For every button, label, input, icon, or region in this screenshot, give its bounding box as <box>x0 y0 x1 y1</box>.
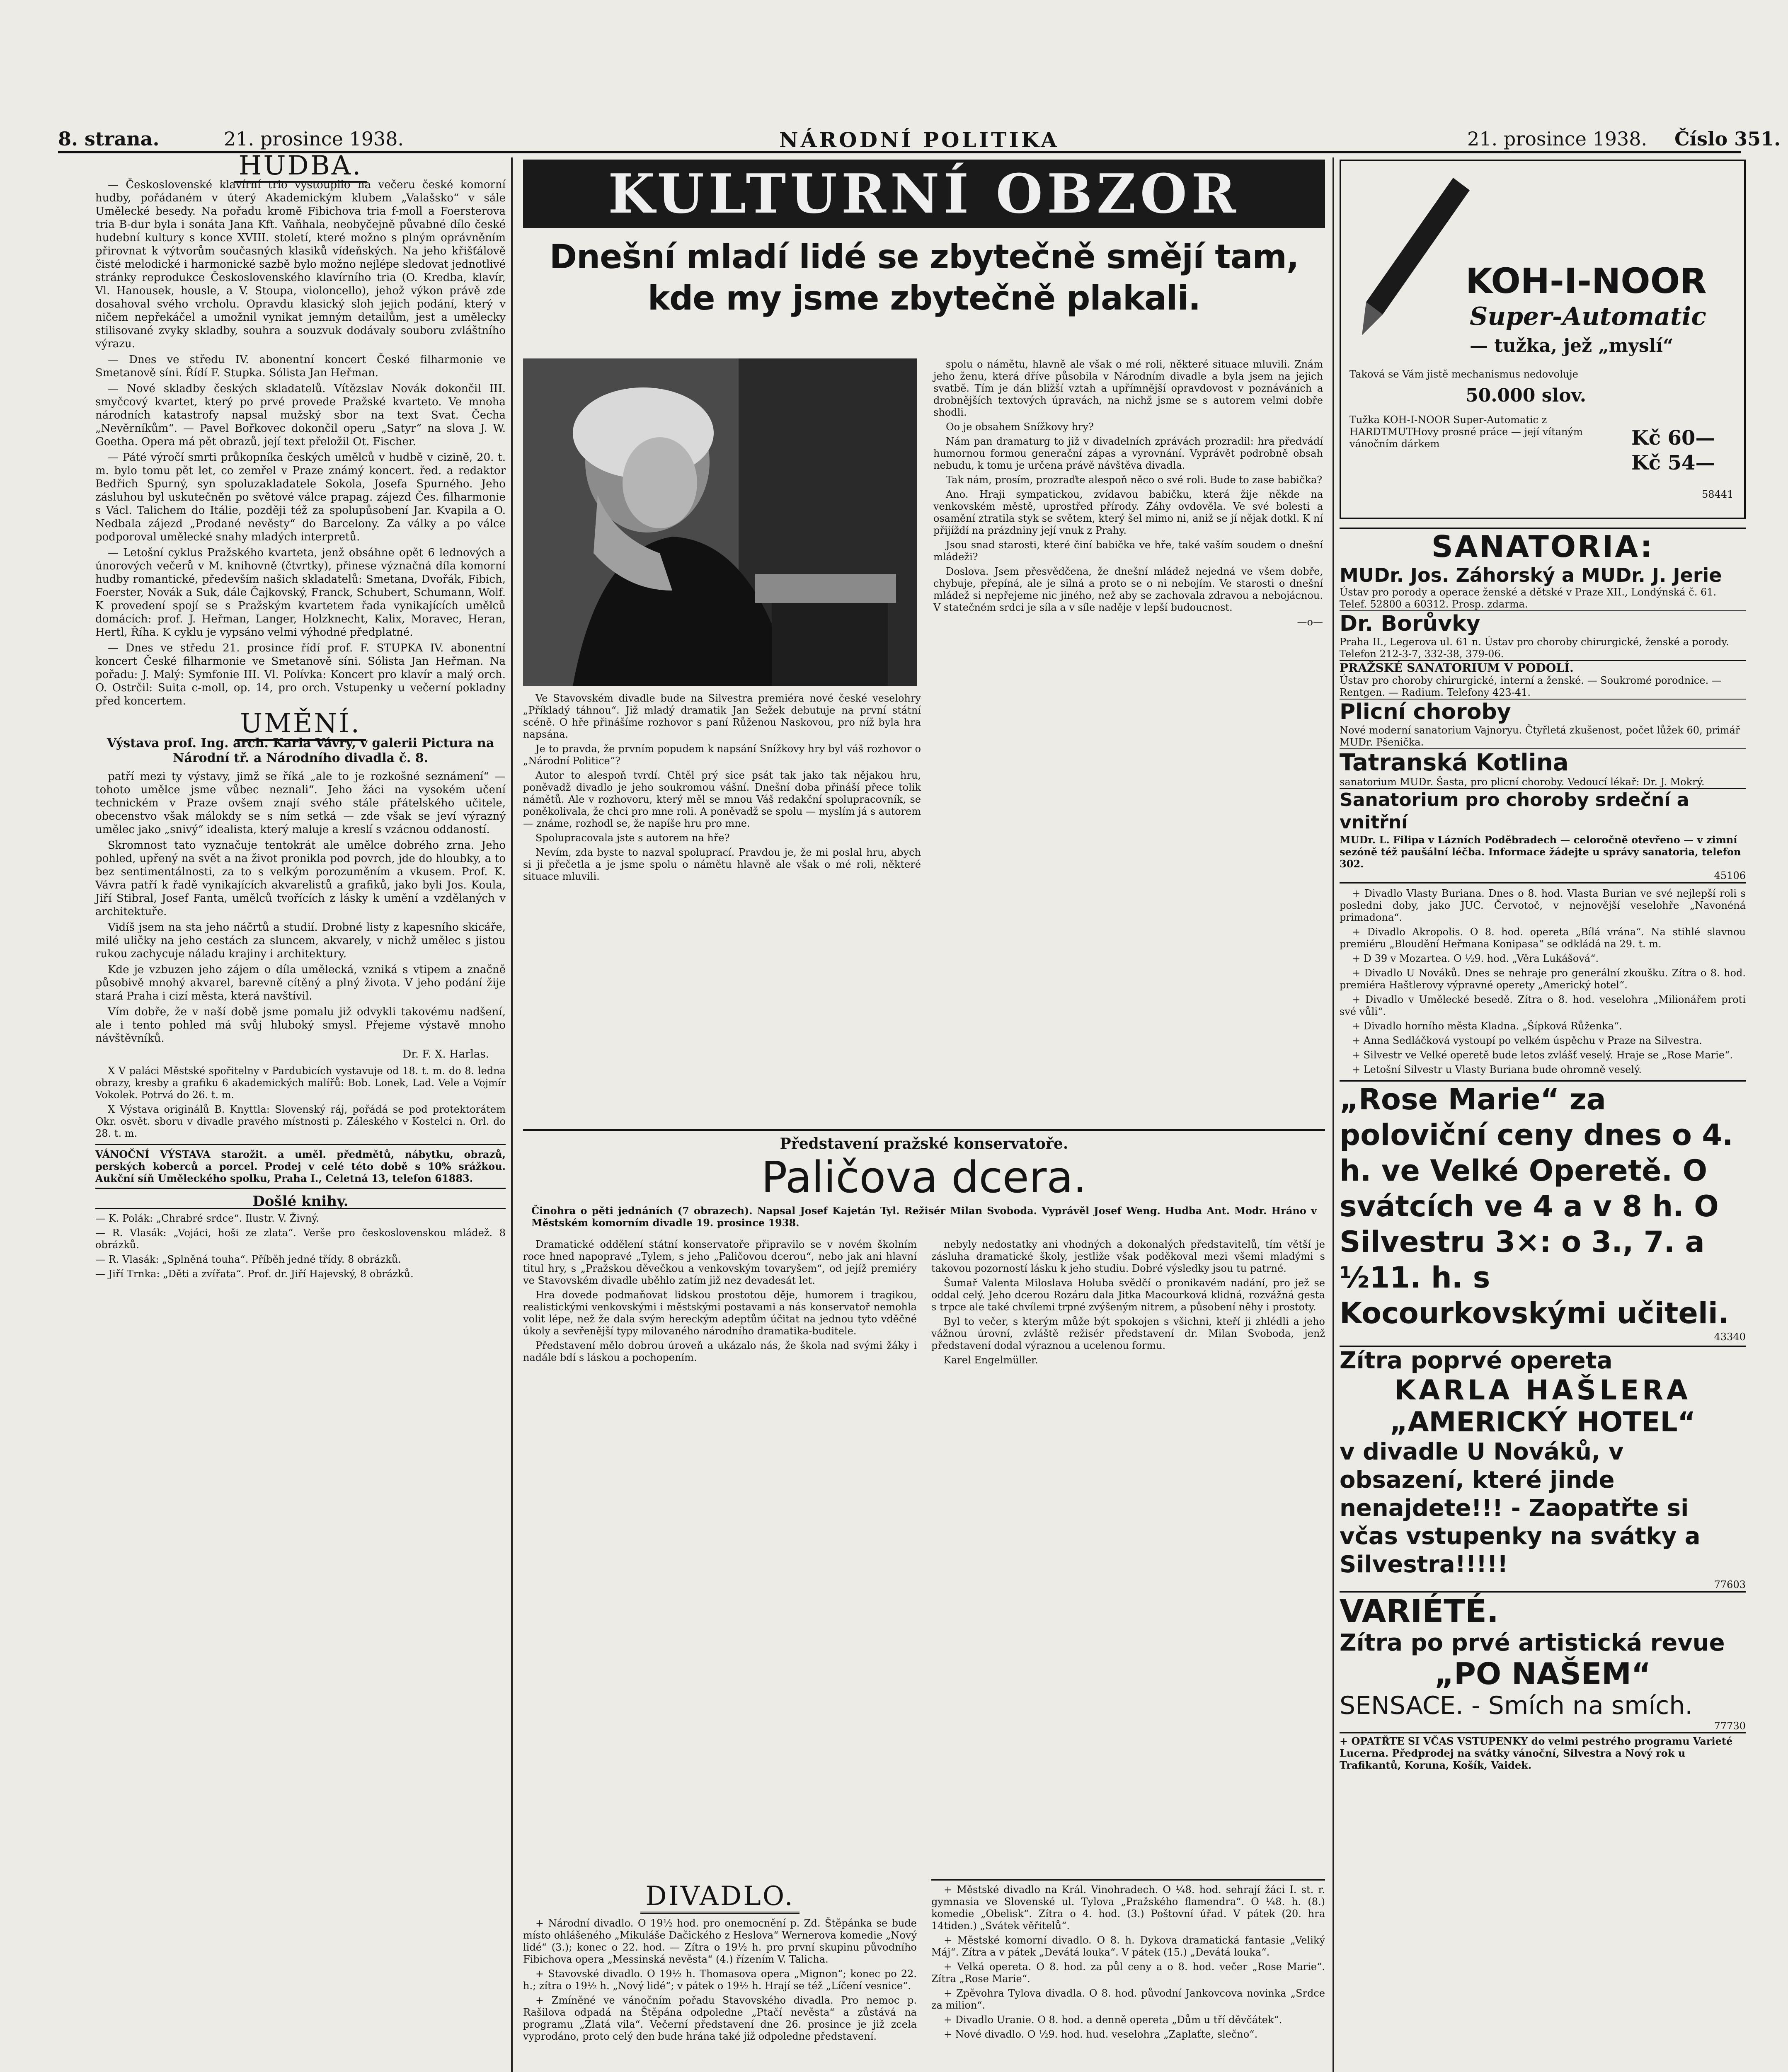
theatre-notice: + Divadlo horního města Kladna. „Šípková Růženka“. <box>1352 1020 1622 1032</box>
sanatorium-text-2: Praha II., Legerova ul. 61 n. Ústav pro choroby chirurgické, ženské a porody. Telefon 212-3-7, 332-38, 379-06. <box>1340 636 1729 660</box>
interview-left <box>523 358 921 1129</box>
theatre-notice: + Nové divadlo. O ½9. hod. hud. veselohra „Zaplaťte, slečno“. <box>944 2028 1258 2040</box>
umeni-subtitle: Výstava prof. Ing. arch. Karla Vávry, v galerii Pictura na Národní tř. a Národního divadla č. 8. <box>107 736 494 765</box>
sanatorium-name-2: Dr. Borůvky <box>1340 610 1746 636</box>
portrait-photo <box>523 358 917 686</box>
hasler-line-1: Zítra poprvé opereta <box>1340 1347 1613 1374</box>
sanatoria-ad <box>1340 528 1746 884</box>
theatre-notice: + Zmíněné ve vánočním pořadu Stavovského divadla. Pro nemoc p. Rašilova odpadá na Štěpána odpoledne „Ptačí nevěsta“ a zůstává na programu „Zlatá vila“. Večerní představení dne 26. prosince je již zcela vyprodáno, proto celý den bude hrána také již odpoledne představení. <box>523 1995 917 2042</box>
hudba-paragraph: — Nové skladby českých skladatelů. Vítězslav Novák dokončil III. smyčcový kvartet, který po prvé provede Pražské kvarteto. Ve mnoha národních katastrofy napsal mužský sbor na text Svat. Čecha „Nevěrníkům“. — Pavel Bořkovec dokončil operu „Satyr“ na slova J. W. Goetha. Opera má pět obrazů, její text přeložil Ot. Fischer. <box>95 382 506 448</box>
hasler-ad <box>1340 1346 1746 1591</box>
kohinoor-footer: Tužka KOH-I-NOOR Super-Automatic z HARDTMUTHovy prosné práce — její vítaným vánočním dárkem <box>1349 414 1583 450</box>
sanatorium-name-5: Tatranská Kotlina <box>1340 748 1746 776</box>
theatre-notice: + Městské komorní divadlo. O 8. h. Dykova dramatická fantasie „Veliký Máj“. Zítra a v pátek „Devátá louka“. V pátek (15.) „Devátá louka“. <box>931 1934 1325 1958</box>
kohinoor-brand: KOH-I-NOOR <box>1466 261 1707 301</box>
kohinoor-product: Super-Automatic <box>1470 302 1706 331</box>
opatrte-notice: + OPATŘTE SI VČAS VSTUPENKY do velmi pestrého programu Varieté Lucerna. Předprodej na svátky vánoční, Silvestra a Nový rok u Trafikantů, Koruna, Košík, Vaidek. <box>1340 1732 1746 1771</box>
interview-paragraph: Doslova. Jsem přesvědčena, že dnešní mládež nejedná ve všem dobře, chybuje, přepíná, ale je silná a proto se o ni nebojím. Ve starosti o dnešní mládež si nepřejeme nic jiného, než aby se zachovala zdravou a nebojácnou. V statečném srdci je síla a v síle naděje v lepší budoucnost. <box>933 566 1323 613</box>
section-title-knihy: Došlé knihy. <box>95 1195 506 1209</box>
pencil-icon <box>1349 174 1474 339</box>
interview-headline: Dnešní mladí lidé se zbytečně smějí tam, kde my jsme zbytečně plakali. <box>549 237 1299 317</box>
theatre-notice: + Městské divadlo na Král. Vinohradech. O ¼8. hod. sehrají žáci I. st. r. gymnasia ve Slovenské ul. Tylova „Pražského flamendra“. O ¼8. h. (8.) komedie „Obelisk“. Zítra o 4. hod. (3.) Poštovní úřad. V pátek (20. hra 14tiden.) „Svátek věřitelů“. <box>931 1884 1325 1932</box>
theatre-notice: + Divadlo U Nováků. Dnes se nehraje pro generální zkoušku. Zítra o 8. hod. premiéra Haštlerovy výpravné operety „Americký hotel“. <box>1340 967 1746 991</box>
interview-paragraph: Spolupracovala jste s autorem na hře? <box>535 832 730 844</box>
variete-title: VARIÉTÉ. <box>1340 1593 1499 1629</box>
page-number: 8. strana. <box>58 128 160 150</box>
konzervator-section <box>523 1129 1325 1875</box>
header-date-right: 21. prosince 1938. <box>1467 128 1647 150</box>
hasler-line-4: v divadle U Nováků, v obsazení, které jinde nenajdete!!! - Zaopatřte si včas vstupenky na svátky a Silvestra!!!!! <box>1340 1438 1701 1578</box>
right-column <box>1340 160 1746 2072</box>
kulturni-obzor-banner: KULTURNÍ OBZOR <box>523 160 1325 228</box>
left-column <box>95 150 506 2072</box>
hasler-code: 77603 <box>1714 1579 1746 1590</box>
hasler-line-2: KARLA HAŠLERA <box>1394 1374 1691 1406</box>
interview-paragraph: Je to pravda, že prvním popudem k napsání Snížkovy hry byl váš rozhovor o „Národní Politice“? <box>523 743 921 767</box>
sanatorium-text-1: Ústav pro porody a operace ženské a dětské v Praze XII., Londýnská č. 61. Telef. 52800 a 60312. Prosp. zdarma. <box>1340 586 1717 610</box>
theatre-notice: + Anna Sedláčková vystoupí po velkém úspěchu v Praze na Silvestra. <box>1352 1035 1702 1046</box>
sanatorium-text-4: Nové moderní sanatorium Vajnoryu. Čtyřletá zkušenost, počet lůžek 60, primář MUDr. Pšenička. <box>1340 724 1740 748</box>
umeni-paragraph: Kde je vzbuzen jeho zájem o díla umělecká, vzniká s vtipem a značně působivě mnohý akvarel, barevně cítěný a plný života. V jeho podání žije stará Praha i cizí města, která navštívil. <box>95 963 506 1002</box>
interview-paragraph: Oo je obsahem Snížkovy hry? <box>946 421 1094 433</box>
sanatorium-text-6: MUDr. L. Filipa v Lázních Poděbradech — celoročně otevřeno — v zimní sezóně též paušální léčba. Informace žádejte u správy sanatoria, telefon 302. <box>1340 834 1741 870</box>
umeni-paragraph: Vím dobře, že v naší době jsme pomalu již odvykli takovému nadšení, ale i tento pohled má svůj hluboký smysl. Přejeme výstavě mnoho návštěvníků. <box>95 1006 506 1045</box>
sanatorium-name-1: MUDr. Jos. Záhorský a MUDr. J. Jerie <box>1340 564 1722 586</box>
interview-right <box>933 358 1323 1125</box>
variete-name: „PO NAŠEM“ <box>1434 1656 1651 1691</box>
interview-paragraph: Tak nám, prosím, prozraďte alespoň něco o své roli. Bude to zase babička? <box>946 474 1323 486</box>
kohinoor-code: 58441 <box>1702 489 1734 500</box>
divadlo-right <box>931 1879 1325 2072</box>
sanatorium-name-6: Sanatorium pro choroby srdeční a vnitřní <box>1340 788 1746 834</box>
umeni-signature: Dr. F. X. Harlas. <box>402 1048 489 1060</box>
sanatoria-title: SANATORIA: <box>1431 529 1654 564</box>
umeni-paragraph: Vidíš jsem na sta jeho náčrtů a studií. Drobné listy z kapesního skicáře, milé uličky na jeho cestách za sluncem, akvarely, v nichž umělec s jistou rukou zachycuje náladu krajiny i architektury. <box>95 921 506 960</box>
hudba-paragraph: — Československé klavírní trio vystoupilo na večeru české komorní hudby, pořádaném v úterý Akademickým klubem „Valašsko“ v sále Umělecké besedy. Na pořadu kromě Fibichova tria f-moll a Foersterova tria B-dur byla i sonáta Jana Kft. Vaňhala, neobyčejně půvabné dílo české hudební kultury s konce XVIII. století, které možno s plným oprávněním přirovnat k výtvorům současných klasiků vídeňských. Na jeho křišťálově čisté melodické i harmonické sazbě bylo možno nejlépe sledovat jednotlivé stránky reprodukce Československého klavírního tria (O. Kredba, klavír, Vl. Hanousek, housle, a V. Stoupa, violoncello), jehož výkon právě zde dosahoval svého vrcholu. Opravdu klasický sloh jejich podání, který v ničem nepřekáčel a umožnil vynikat jemným detailům, jest a umělecky stilisované zvyky skladby, souhra a souzvuk dodávaly souboru zvláštního výrazu. <box>95 179 506 350</box>
theatre-notice: + Stavovské divadlo. O 19½ h. Thomasova opera „Mignon“; konec po 22. h.; zítra o 19½ h. „Nový lidé“; v pátek o 19½ h. Hrají se též „Líčení vesnice“. <box>523 1968 917 1992</box>
page-header <box>58 124 1781 153</box>
review-paragraph: nebyly nedostatky ani vhodných a dokonalých představitelů, tím větší je zásluha dramatické školy, jestliže však poděkoval mezi všemi mladými s takovou pozorností lásku k jeho studiu. Dobré výsledky jsou tu patrné. <box>931 1239 1325 1274</box>
sanatorium-name-3: PRAŽSKÉ SANATORIUM V PODOLÍ. <box>1340 660 1746 675</box>
review-paragraph: Představení mělo dobrou úroveň a ukázalo nás, že škola nad svými žáky i nadále bdí s láskou a pochopením. <box>523 1340 917 1363</box>
sanatorium-text-5: sanatorium MUDr. Šasta, pro plicní choroby. Vedoucí lékař: Dr. J. Mokrý. <box>1340 776 1705 788</box>
theatre-notice: + Divadlo Vlasty Buriana. Dnes o 8. hod. Vlasta Burian ve své nejlepší roli s posledni doby, jako JUC. Červotoč, v nejnovější veselohře „Navonéná primadona“. <box>1340 888 1746 923</box>
divadlo-left <box>523 1917 917 2043</box>
kohinoor-amount: 50.000 slov. <box>1466 385 1587 406</box>
umeni-paragraph: Skromnost tato vyznačuje tentokrát ale umělce dobrého zrna. Jeho pohled, upřený na svět a na život pronikla pod povrch, jde do hloubky, a to bez sentimentálnosti, za to s velkým porozuměním a vkusem. Prof. K. Vávra patří k řadě vynikajících akvarelistů a grafiků, jako byli Jos. Koula, Jiří Stibral, Josef Fanta, umělců tvořících z lásky k umění a vzdělaných v architektuře. <box>95 839 506 918</box>
interview-paragraph: Nám pan dramaturg to již v divadelních zprávách prozradil: hra předvádí humornou formou generační zápas a vyrovnání. Vyprávět podrobně obsah nebudu, k tomu je určena právě návštěva divadla. <box>933 436 1323 471</box>
hudba-body <box>95 178 506 708</box>
sanatoria-code: 45106 <box>1714 870 1746 881</box>
variete-text: Zítra po prvé artistická revue <box>1340 1629 1725 1656</box>
interview-paragraph: Ano. Hraji sympatickou, zvídavou babičku, která žije někde na venkovském městě, uprostřed přírody. Záhy ovdověla. Ve své bolesti a osamění ztratila styk se světem, který šel mimo ni, aniž se jí nějak dotkl. K ní přijíždí na prázdniny její vnuk z Prahy. <box>933 489 1323 536</box>
palicova-lead: Činohra o pěti jednáních (7 obrazech). Napsal Josef Kajetán Tyl. Režisér Milan Svoboda. Vyprávěl Josef Weng. Hudba Ant. Modr. Hráno v Městském komorním divadle 19. prosince 1938. <box>531 1205 1317 1229</box>
kohinoor-line: Taková se Vám jistě mechanismus nedovoluje <box>1349 368 1578 380</box>
umeni-note: X Výstava originálů B. Knyttla: Slovenský ráj, pořádá se pod protektorátem Okr. osvět. sboru v divadle pravého místnosti p. Záleského v Kostelci n. Orl. do 28. t. m. <box>95 1104 506 1139</box>
review-paragraph: Karel Engelmüller. <box>944 1354 1038 1366</box>
column-rule <box>511 157 513 2072</box>
hudba-paragraph: — Dnes ve středu IV. abonentní koncert České filharmonie ve Smetanově síni. Řídí F. Stupka. Sólista Jan Heřman. <box>95 353 506 379</box>
kohinoor-ad <box>1340 160 1746 519</box>
column-rule <box>1333 157 1334 2072</box>
hasler-line-3: „AMERICKÝ HOTEL“ <box>1390 1406 1696 1438</box>
section-title-hudba: HUDBA. <box>95 159 506 172</box>
palicova-title: Paličova dcera. <box>761 1152 1087 1203</box>
review-paragraph: Byl to večer, s kterým může být spokojen s všichni, kteří ji zhlédli a jeho vážnou úrovní, zvláště režisér představení dr. Milan Svoboda, jenž představení dodal výraznou a ucelenou formu. <box>931 1316 1325 1351</box>
kohinoor-price1: Kč 60— <box>1631 426 1715 450</box>
interview-paragraph: spolu o námětu, hlavně ale však o mé roli, některé situace mluvili. Znám jeho ženu, která dříve působila v Národním divadle a byla jsem na jejich svatbě. Tím je dán bližší vztah a upřímnější opravdovost v poznáváních a drobnějších textových úpravách, na nichž jsme se s autorem velmi dobře shodli. <box>933 358 1323 418</box>
sanatorium-text-3: Ústav pro choroby chirurgické, interní a ženské. — Soukromé porodnice. — Rentgen. — Radium. Telefony 423-41. <box>1340 675 1722 698</box>
theatre-notice: + Divadlo Akropolis. O 8. hod. opereta „Bílá vrána“. Na stihlé slavnou premiéru „Bloudění Heřmana Konipasa“ se odkládá na 29. t. m. <box>1340 926 1746 950</box>
umeni-body <box>95 770 506 1045</box>
book-item: — R. Vlasák: „Splněná touha“. Příběh jedné třídy. 8 obrázků. <box>95 1254 401 1265</box>
umeni-paragraph: patří mezi ty výstavy, jimž se říká „ale to je rozkošné seznámení“ — tohoto umělce jsme vůbec neznali“. Jeho žáci na vysokém učení technickém v Praze ovšem znají svého stále přátelského učitele, obecenstvo však málokdy se s ním setká — zde však se jeví výrazný umělec jako „snivý“ idealista, který maluje a kreslí s vzácnou oddaností. <box>95 770 506 836</box>
book-item: — K. Polák: „Chrabré srdce“. Ilustr. V. Živný. <box>95 1213 320 1224</box>
review-paragraph: Hra dovede podmaňovat lidskou prostotou děje, humorem i tragikou, realistickými venkovskými i městskými postavami a nás konservatoř nemohla volit lépe, než že dala svým hereckým adeptům účitat na jednou tyto vděčné úkoly a sevřenější typy milovaného národního dramatika-buditele. <box>523 1289 917 1337</box>
book-item: — R. Vlasák: „Vojáci, hoši ze zlata“. Verše pro československou mládež. 8 obrázků. <box>95 1227 506 1251</box>
photo-caption: Ve Stavovském divadle bude na Silvestra premiéra nové české veselohry „Příkladý táhnou“. Již mladý dramatik Jan Sežek debutuje na první státní scéně. O hře přinášíme rozhovor s paní Růženou Naskovou, pro níž byla hra napsána. <box>523 692 921 740</box>
header-date-left: 21. prosince 1938. <box>224 128 404 150</box>
theatre-notice: + Letošní Silvestr u Vlasty Buriana bude ohromně veselý. <box>1352 1064 1642 1075</box>
sanatorium-name-4: Plicní choroby <box>1340 699 1746 724</box>
theatre-notice: + Divadlo v Umělecké besedě. Zítra o 8. hod. veselohra „Milionářem proti své vůli“. <box>1340 994 1746 1017</box>
kohinoor-price2: Kč 54— <box>1631 451 1715 474</box>
book-item: — Jiří Trnka: „Děti a zvířata“. Prof. dr. Jiří Hajevský, 8 obrázků. <box>95 1268 414 1280</box>
section-title-divadlo: DIVADLO. <box>523 1881 917 1912</box>
theatre-notice: + Národní divadlo. O 19½ hod. pro onemocnění p. Zd. Štěpánka se bude místo ohlášeného „Mikuláše Dačického z Heslova“ Wernerova komedie „Nový lidé“ (3.); konec o 22. hod. — Zítra o 19½ h. pro první skupinu původního Fibichova opera „Messinská nevěsta“ (4.) řízením V. Talicha. <box>523 1917 917 1965</box>
interview-sign: —o— <box>1297 616 1323 628</box>
theatre-notice: + Zpěvohra Tylova divadla. O 8. hod. původní Jankovcova novinka „Srdce za milion“. <box>931 1987 1325 2011</box>
interview-paragraph: Jsou snad starosti, které činí babička ve hře, také vaším soudem o dnešní mládeži? <box>933 539 1323 563</box>
umeni-notes <box>95 1065 506 1140</box>
theatre-notice: + Divadlo Uranie. O 8. hod. a denně opereta „Dům u tří děvčátek“. <box>944 2014 1282 2026</box>
hudba-paragraph: — Páté výročí smrti průkopníka českých umělců v hudbě v cizině, 20. t. m. bylo tomu pět let, co zemřel v Praze známý koncert. řed. a redaktor Bedřich Spurný, syn spoluzakladatele Sokola, Josefa Spurného. Jeho zásluhou byl uskutečněn po světové válce prapag. zájezd Čes. filharmonie s Václ. Talichem do Itálie, později též za spolupůsobení Jar. Kvapila a O. Nedbala zájezd „Prodané nevěsty“ do Barcelony. Za války a po válce podporoval umělecké snahy mladých interpretů. <box>95 451 506 543</box>
divadlo-notices <box>1340 888 1746 1076</box>
variete-code: 77730 <box>1714 1720 1746 1732</box>
umeni-note: X V paláci Městské spořitelny v Pardubicích vystavuje od 18. t. m. do 8. ledna obrazy, kresby a grafiku 6 akademických malířů: Bob. Lonek, Lad. Vele a Vojmír Vokolek. Potrvá do 26. t. m. <box>95 1065 506 1101</box>
issue-number: Číslo 351. <box>1674 128 1781 150</box>
theatre-notice: + Silvestr ve Velké operetě bude letos zvlášť veselý. Hraje se „Rose Marie“. <box>1352 1049 1733 1061</box>
theatre-notice: + Velká opereta. O 8. hod. za půl ceny a o 8. hod. večer „Rose Marie“. Zítra „Rose Marie“. <box>931 1961 1325 1985</box>
vanocni-vystava-ad: VÁNOČNÍ VÝSTAVA starožit. a uměl. předmětů, nábytku, obrazů, perských koberců a porcel. Prodej v celé této době s 10% srážkou. Aukční síň Uměleckého spolku, Praha I., Celetná 13, telefon 61883. <box>95 1144 506 1189</box>
review-paragraph: Šumař Valenta Miloslava Holuba svědčí o pronikavém nadání, pro jež se oddal celý. Jeho dcerou Rozáru dala Jitka Macourková klidná, rozvážná gesta s trpce ale také chvílemi trpné zvýšeným nitrem, a působení něhy i prostoty. <box>931 1277 1325 1313</box>
variete-sub: SENSACE. - Smích na smích. <box>1340 1691 1693 1720</box>
theatre-notice: + D 39 v Mozartea. O ½9. hod. „Věra Lukášová“. <box>1352 953 1599 964</box>
variete-ad <box>1340 1591 1746 1732</box>
palicova-left <box>523 1239 917 1877</box>
interview-paragraph: Nevím, zda byste to nazval spoluprací. Pravdou je, že mi poslal hru, abych si ji přečetla a je jsme spolu o námětu hlavně ale však o mé roli, některé situace mluvili. <box>523 847 921 882</box>
rose-marie-code: 43340 <box>1714 1331 1746 1343</box>
hudba-paragraph: — Dnes ve středu 21. prosince řídí prof. F. STUPKA IV. abonentní koncert České filharmonie ve Smetanově síni. Sólista Jan Heřman. Na pořadu: J. Malý: Symfonie III. Vl. Polívka: Koncert pro klavír a malý orch. O. Ostrčil: Suita c-moll, op. 14, pro orch. Vstupenky u večerní pokladny před koncertem. <box>95 642 506 707</box>
palicova-right <box>931 1239 1325 1877</box>
interview-paragraph: Autor to alespoň tvrdí. Chtěl prý sice psát tak jako tak nějakou hru, poněvadž divadlo je jeho soukromou vášní. Dnešní doba přináší přece tolik námětů. Ale v rozhovoru, který měl se mnou Váš redakční spolupracovník, se poněkolivala, že chci pro mne roli. A poněvadž se spolu — myslím já s autorem — známe, rozhodl se, že napíše hru pro mne. <box>523 770 921 829</box>
kohinoor-tagline: — tužka, jež „myslí“ <box>1470 335 1674 356</box>
review-paragraph: Dramatické oddělení státní konservatoře připravilo se v novém školním roce hned napopravé „Tylem, s jeho „Paličovou dcerou“, nebo jak ani hlavní titul hry, s „Pražskou děvečkou a venkovským tovaryšem“, od jejíž premiéry ve Stavovském divadle uběhlo zatím již nez devadesát let. <box>523 1239 917 1286</box>
portrait-illustration <box>523 358 917 686</box>
section-title-umeni: UMĚNÍ. <box>95 717 506 730</box>
rose-marie-ad: „Rose Marie“ za poloviční ceny dnes o 4. h. ve Velké Operetě. O svátcích ve 4 a v 8 h. O Silvestru 3×: o 3., 7. a ½11. h. s Kocourkovskými učiteli. <box>1340 1080 1746 1331</box>
konzervator-kicker: Představení pražské konservatoře. <box>780 1135 1068 1152</box>
knihy-body <box>95 1213 506 1280</box>
masthead-title: NÁRODNÍ POLITIKA <box>779 128 1059 152</box>
hudba-paragraph: — Letošní cyklus Pražského kvarteta, jenž obsáhne opět 6 lednových a únorových večerů v M. knihovně (čtvrtky), přinese význačná díla komorní hudby romantické, především našich skladatelů: Smetana, Dvořák, Fibich, Foerster, Novák a Suk, dále Čajkovský, Franck, Schubert, Schumann, Wolf. K provedení spojí se s Pražským kvartetem řada vynikajících umělců domácích: prof. J. Heřman, Langer, Holzknecht, Kalix, Moravec, Heran, Hertl, Říha. K cyklu je vypsáno velmi výhodné předplatné. <box>95 547 506 639</box>
divadlo-section <box>523 1879 1325 2072</box>
middle-column <box>523 160 1325 2072</box>
